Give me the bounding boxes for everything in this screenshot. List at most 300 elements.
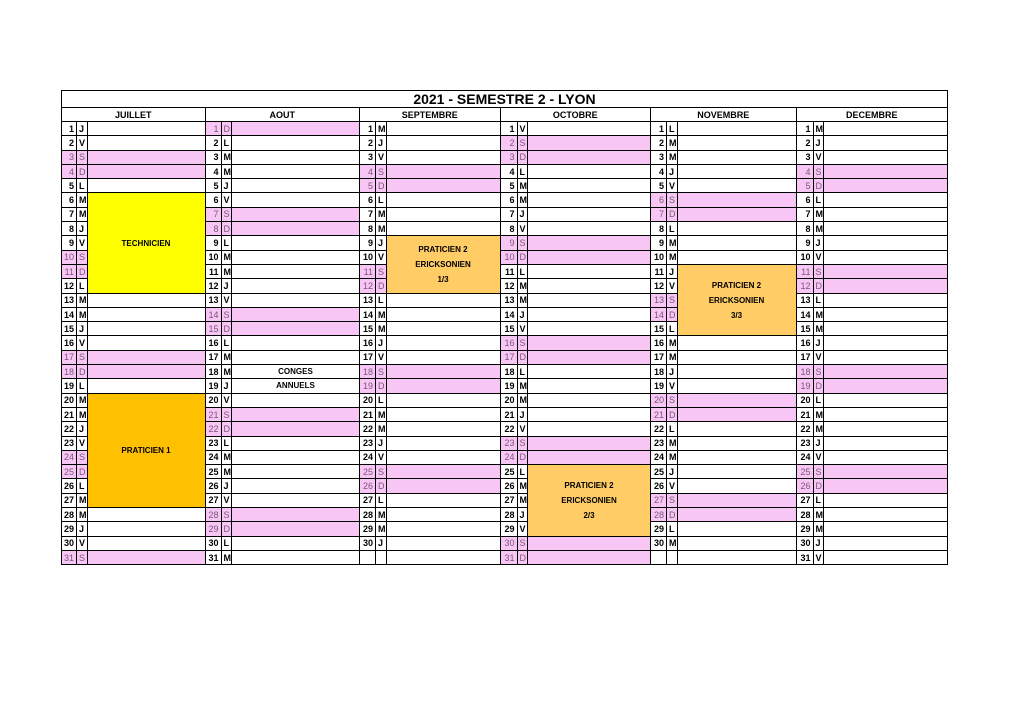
day-letter: M <box>376 207 387 221</box>
day-letter: J <box>77 322 88 336</box>
day-letter: L <box>667 522 678 536</box>
day-letter: M <box>517 179 528 193</box>
day-number: 10 <box>360 250 376 264</box>
day-letter: M <box>517 379 528 393</box>
day-cell <box>677 436 796 450</box>
day-number: 8 <box>205 222 221 236</box>
day-letter: V <box>517 122 528 136</box>
day-letter: D <box>221 522 232 536</box>
event-label: ERICKSONIEN <box>708 295 765 305</box>
day-cell <box>528 450 651 464</box>
day-number: 9 <box>62 236 77 250</box>
day-number: 25 <box>651 465 667 479</box>
day-number: 13 <box>651 293 667 307</box>
day-cell <box>232 350 360 364</box>
day-number: 30 <box>796 536 813 550</box>
day-number: 11 <box>360 264 376 278</box>
day-letter: S <box>517 236 528 250</box>
day-letter: J <box>813 336 824 350</box>
day-cell <box>232 336 360 350</box>
day-number: 19 <box>205 379 221 393</box>
day-letter: J <box>77 422 88 436</box>
day-row <box>62 136 948 150</box>
day-letter: S <box>813 365 824 379</box>
day-letter: V <box>517 522 528 536</box>
day-letter: J <box>813 136 824 150</box>
day-number: 16 <box>62 336 77 350</box>
day-number: 16 <box>796 336 813 350</box>
day-cell <box>232 522 360 536</box>
day-row <box>62 322 948 336</box>
day-letter: M <box>376 322 387 336</box>
day-cell <box>677 193 796 207</box>
day-letter: D <box>667 508 678 522</box>
day-letter: L <box>813 393 824 407</box>
day-letter: V <box>667 379 678 393</box>
day-cell <box>824 393 948 407</box>
day-number: 29 <box>651 522 667 536</box>
day-number: 24 <box>360 450 376 464</box>
day-letter: M <box>667 336 678 350</box>
day-number: 24 <box>62 450 77 464</box>
day-letter: M <box>813 207 824 221</box>
day-cell <box>677 207 796 221</box>
day-letter: D <box>517 350 528 364</box>
day-cell <box>677 536 796 550</box>
day-number: 24 <box>796 450 813 464</box>
day-cell <box>824 322 948 336</box>
day-cell <box>528 207 651 221</box>
day-letter: S <box>376 365 387 379</box>
day-cell <box>677 122 796 136</box>
day-cell <box>528 350 651 364</box>
day-cell <box>824 508 948 522</box>
day-letter: J <box>813 236 824 250</box>
day-cell <box>824 293 948 307</box>
day-letter: S <box>77 350 88 364</box>
day-number: 9 <box>205 236 221 250</box>
day-cell <box>528 407 651 421</box>
day-cell <box>677 236 796 250</box>
day-letter: M <box>517 393 528 407</box>
day-letter: M <box>813 307 824 321</box>
day-number: 13 <box>360 293 376 307</box>
day-number: 1 <box>796 122 813 136</box>
day-number: 25 <box>205 465 221 479</box>
day-letter: S <box>221 307 232 321</box>
day-number: 22 <box>205 422 221 436</box>
day-number: 23 <box>360 436 376 450</box>
day-cell <box>232 422 360 436</box>
day-letter: M <box>667 150 678 164</box>
day-number: 5 <box>796 179 813 193</box>
day-number: 8 <box>360 222 376 236</box>
day-letter: D <box>77 164 88 178</box>
day-letter: D <box>376 479 387 493</box>
day-letter: D <box>376 379 387 393</box>
day-letter: S <box>221 508 232 522</box>
day-number: 9 <box>500 236 517 250</box>
day-cell <box>824 193 948 207</box>
day-number: 15 <box>796 322 813 336</box>
day-row <box>62 293 948 307</box>
day-number: 8 <box>62 222 77 236</box>
day-cell <box>232 136 360 150</box>
day-cell <box>386 336 500 350</box>
day-cell <box>528 250 651 264</box>
day-number: 8 <box>651 222 667 236</box>
day-cell <box>528 322 651 336</box>
day-number: 3 <box>500 150 517 164</box>
day-number: 14 <box>62 307 77 321</box>
day-number: 23 <box>796 436 813 450</box>
day-cell <box>386 550 500 564</box>
day-cell <box>677 379 796 393</box>
day-number: 29 <box>360 522 376 536</box>
day-cell <box>824 407 948 421</box>
day-number: 7 <box>651 207 667 221</box>
day-number: 15 <box>205 322 221 336</box>
day-letter: J <box>813 536 824 550</box>
day-cell <box>232 236 360 250</box>
day-row <box>62 365 948 379</box>
month-header-octobre: OCTOBRE <box>500 108 651 122</box>
day-cell <box>232 193 360 207</box>
day-letter: V <box>221 393 232 407</box>
day-cell <box>232 122 360 136</box>
day-number: 6 <box>62 193 77 207</box>
day-letter: D <box>517 250 528 264</box>
day-cell <box>824 379 948 393</box>
day-cell <box>528 164 651 178</box>
day-cell <box>386 365 500 379</box>
day-cell <box>232 436 360 450</box>
day-number: 10 <box>205 250 221 264</box>
month-header-decembre: DECEMBRE <box>796 108 948 122</box>
day-number: 26 <box>62 479 77 493</box>
day-letter: M <box>221 250 232 264</box>
day-cell <box>232 207 360 221</box>
day-cell <box>824 307 948 321</box>
day-letter: L <box>376 293 387 307</box>
day-row <box>62 179 948 193</box>
day-letter: M <box>667 236 678 250</box>
day-number: 14 <box>651 307 667 321</box>
day-number: 11 <box>500 264 517 278</box>
day-number: 17 <box>500 350 517 364</box>
day-cell <box>528 379 651 393</box>
day-number: 9 <box>651 236 667 250</box>
day-letter: M <box>667 450 678 464</box>
day-number: 26 <box>500 479 517 493</box>
day-letter: J <box>221 379 232 393</box>
day-cell <box>824 479 948 493</box>
day-number: 4 <box>205 164 221 178</box>
day-number: 4 <box>62 164 77 178</box>
day-number: 28 <box>360 508 376 522</box>
day-number: 2 <box>62 136 77 150</box>
day-cell <box>386 465 500 479</box>
day-row <box>62 307 948 321</box>
day-cell <box>677 250 796 264</box>
day-cell <box>528 193 651 207</box>
day-number: 4 <box>360 164 376 178</box>
day-letter: J <box>376 436 387 450</box>
day-letter: S <box>77 150 88 164</box>
event-block <box>87 193 205 293</box>
day-number: 13 <box>796 293 813 307</box>
day-letter: V <box>667 479 678 493</box>
day-cell <box>677 350 796 364</box>
day-cell <box>824 136 948 150</box>
day-number: 6 <box>500 193 517 207</box>
day-number: 10 <box>500 250 517 264</box>
day-row <box>62 150 948 164</box>
day-cell <box>824 164 948 178</box>
day-cell <box>386 222 500 236</box>
day-number: 15 <box>62 322 77 336</box>
day-letter: V <box>813 350 824 364</box>
day-number: 30 <box>500 536 517 550</box>
day-cell <box>528 550 651 564</box>
day-number: 12 <box>796 279 813 293</box>
day-number: 3 <box>205 150 221 164</box>
day-number: 21 <box>62 407 77 421</box>
day-cell <box>677 365 796 379</box>
event-label: 3/3 <box>730 310 743 320</box>
day-cell <box>528 150 651 164</box>
day-letter: M <box>813 122 824 136</box>
day-letter: J <box>77 222 88 236</box>
day-number: 16 <box>360 336 376 350</box>
calendar-title: 2021 - SEMESTRE 2 - LYON <box>62 91 948 108</box>
day-cell <box>232 407 360 421</box>
day-cell <box>528 136 651 150</box>
event-label: PRATICIEN 2 <box>711 280 762 290</box>
day-row <box>62 122 948 136</box>
day-cell <box>232 322 360 336</box>
day-number: 19 <box>500 379 517 393</box>
day-cell <box>824 422 948 436</box>
day-number: 16 <box>651 336 667 350</box>
day-number: 17 <box>360 350 376 364</box>
day-number: 18 <box>651 365 667 379</box>
day-cell <box>232 465 360 479</box>
day-number: 19 <box>796 379 813 393</box>
day-number: 29 <box>62 522 77 536</box>
day-letter: L <box>667 122 678 136</box>
day-cell <box>87 508 205 522</box>
day-number: 27 <box>500 493 517 507</box>
day-letter: D <box>813 379 824 393</box>
day-letter: J <box>77 122 88 136</box>
day-letter: D <box>667 207 678 221</box>
day-cell <box>87 136 205 150</box>
day-number: 24 <box>500 450 517 464</box>
day-number: 12 <box>360 279 376 293</box>
event-label: ERICKSONIEN <box>561 495 617 505</box>
event-label: PRATICIEN 2 <box>564 480 614 490</box>
day-letter: M <box>517 479 528 493</box>
day-cell <box>232 164 360 178</box>
day-cell <box>824 450 948 464</box>
day-cell <box>528 264 651 278</box>
day-cell <box>87 322 205 336</box>
day-cell <box>386 536 500 550</box>
day-number: 31 <box>205 550 221 564</box>
day-letter: M <box>667 136 678 150</box>
day-cell <box>386 493 500 507</box>
day-cell <box>87 336 205 350</box>
day-number: 19 <box>360 379 376 393</box>
day-cell <box>824 493 948 507</box>
day-letter: S <box>221 207 232 221</box>
day-letter: M <box>221 350 232 364</box>
day-cell <box>232 550 360 564</box>
day-letter: J <box>517 307 528 321</box>
day-number: 2 <box>360 136 376 150</box>
day-row <box>62 550 948 564</box>
day-cell <box>824 350 948 364</box>
conges-label: ANNUELS <box>232 379 360 393</box>
conges-label: CONGES <box>232 365 360 379</box>
day-cell <box>87 293 205 307</box>
day-number: 29 <box>205 522 221 536</box>
day-number: 7 <box>360 207 376 221</box>
day-letter: D <box>813 179 824 193</box>
day-number: 28 <box>796 508 813 522</box>
day-cell <box>386 422 500 436</box>
day-cell <box>232 493 360 507</box>
day-letter: M <box>221 550 232 564</box>
day-letter: V <box>77 336 88 350</box>
day-cell <box>87 307 205 321</box>
month-header-juillet: JUILLET <box>62 108 206 122</box>
day-letter: M <box>376 522 387 536</box>
day-number: 6 <box>360 193 376 207</box>
day-number: 1 <box>500 122 517 136</box>
day-cell <box>87 536 205 550</box>
day-letter: M <box>376 122 387 136</box>
day-number: 16 <box>205 336 221 350</box>
day-letter: M <box>813 222 824 236</box>
day-number: 7 <box>205 207 221 221</box>
day-number: 6 <box>796 193 813 207</box>
day-letter: M <box>77 293 88 307</box>
day-letter: D <box>517 450 528 464</box>
day-letter: M <box>813 522 824 536</box>
day-cell <box>232 150 360 164</box>
day-number: 14 <box>205 307 221 321</box>
day-number: 24 <box>651 450 667 464</box>
day-number: 18 <box>205 365 221 379</box>
day-cell <box>232 264 360 278</box>
day-letter: S <box>813 264 824 278</box>
day-number: 12 <box>651 279 667 293</box>
day-letter: M <box>517 493 528 507</box>
day-letter: D <box>517 150 528 164</box>
day-letter: D <box>376 279 387 293</box>
calendar-table <box>61 90 948 565</box>
day-number: 10 <box>651 250 667 264</box>
day-number: 18 <box>796 365 813 379</box>
day-number: 2 <box>651 136 667 150</box>
day-number: 11 <box>62 264 77 278</box>
day-number: 22 <box>651 422 667 436</box>
day-letter: M <box>77 493 88 507</box>
day-row <box>62 193 948 207</box>
day-letter: M <box>813 407 824 421</box>
day-letter: J <box>667 164 678 178</box>
day-row <box>62 508 948 522</box>
day-number: 23 <box>62 436 77 450</box>
day-letter: L <box>77 379 88 393</box>
day-letter: J <box>376 536 387 550</box>
day-cell <box>232 179 360 193</box>
day-cell <box>386 407 500 421</box>
day-letter: L <box>813 493 824 507</box>
day-number: 31 <box>62 550 77 564</box>
day-letter: L <box>517 264 528 278</box>
day-letter: L <box>667 222 678 236</box>
day-number: 18 <box>360 365 376 379</box>
day-letter: S <box>221 407 232 421</box>
day-number: 4 <box>651 164 667 178</box>
day-cell <box>824 264 948 278</box>
day-number: 2 <box>500 136 517 150</box>
day-number: 5 <box>500 179 517 193</box>
day-letter: M <box>77 193 88 207</box>
day-cell <box>677 150 796 164</box>
day-row <box>62 350 948 364</box>
day-number: 10 <box>62 250 77 264</box>
day-cell <box>677 493 796 507</box>
day-cell <box>232 307 360 321</box>
day-number: 13 <box>62 293 77 307</box>
day-number: 26 <box>796 479 813 493</box>
day-number: 27 <box>796 493 813 507</box>
day-number: 4 <box>500 164 517 178</box>
day-letter: L <box>77 179 88 193</box>
day-letter: J <box>221 279 232 293</box>
day-number: 5 <box>651 179 667 193</box>
day-cell <box>232 508 360 522</box>
day-letter: S <box>77 250 88 264</box>
day-number: 8 <box>796 222 813 236</box>
day-cell <box>677 522 796 536</box>
day-number: 7 <box>62 207 77 221</box>
day-letter: D <box>813 279 824 293</box>
day-cell <box>824 436 948 450</box>
day-cell <box>677 550 796 564</box>
day-cell <box>232 293 360 307</box>
day-number: 20 <box>62 393 77 407</box>
day-cell <box>87 122 205 136</box>
day-letter: V <box>221 293 232 307</box>
day-letter: M <box>221 450 232 464</box>
day-number: 31 <box>500 550 517 564</box>
day-number <box>360 550 376 564</box>
day-letter: S <box>376 164 387 178</box>
day-letter: S <box>813 164 824 178</box>
day-letter: D <box>376 179 387 193</box>
day-number: 15 <box>651 322 667 336</box>
day-cell <box>528 365 651 379</box>
day-letter: M <box>77 307 88 321</box>
day-cell <box>824 465 948 479</box>
day-cell <box>87 365 205 379</box>
day-letter: D <box>221 122 232 136</box>
